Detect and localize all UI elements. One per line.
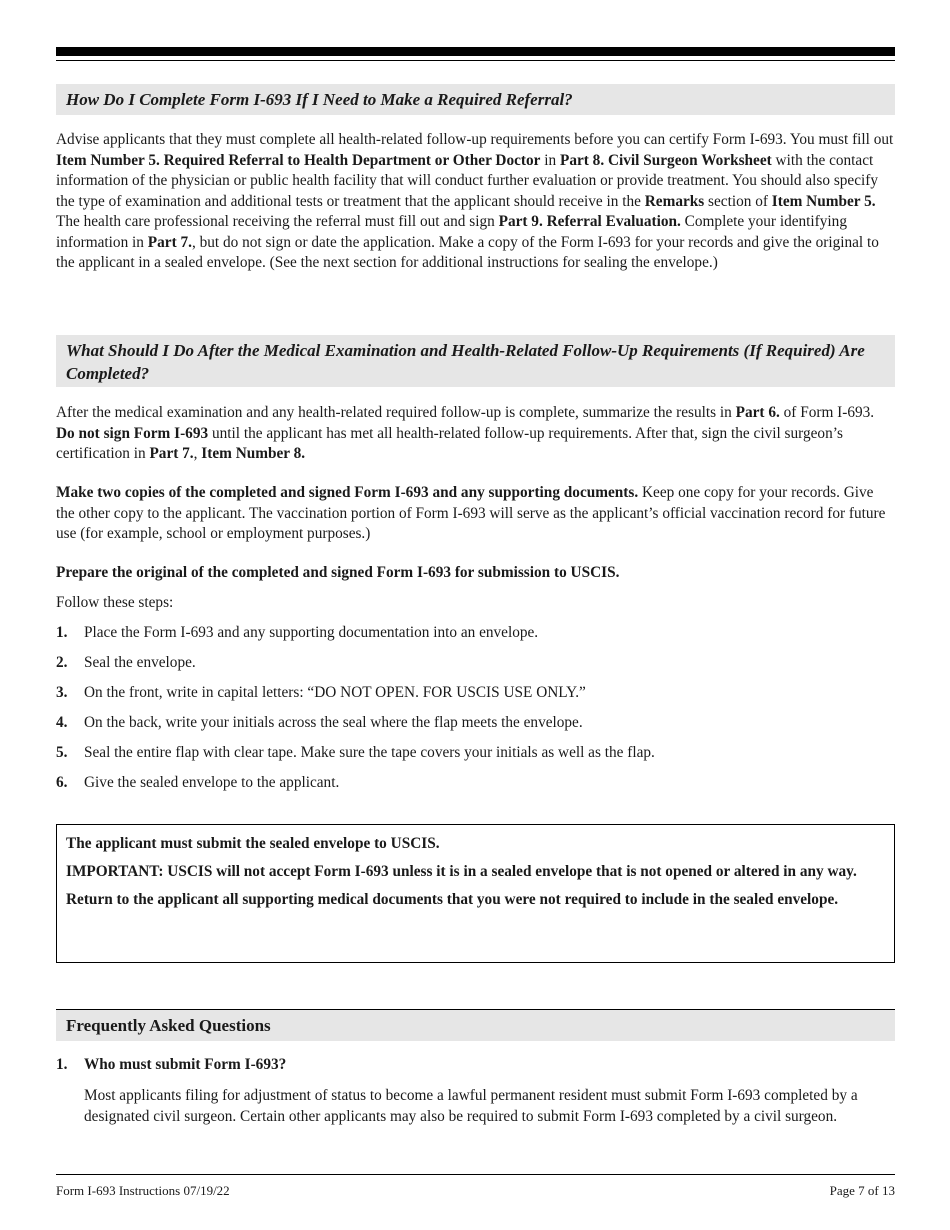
header-rule-thick (56, 47, 895, 56)
step-text: Seal the entire flap with clear tape. Make sure the tape covers your initials as well as the flap. (84, 744, 655, 761)
step-text: On the front, write in capital letters: “DO NOT OPEN. FOR USCIS USE ONLY.” (84, 684, 586, 701)
list-item (56, 713, 895, 733)
section-heading-after-exam: What Should I Do After the Medical Examination and Health-Related Follow-Up Requirements (If Required) Are Completed? (56, 335, 895, 387)
list-item (56, 683, 895, 703)
step-text: Give the sealed envelope to the applicant. (84, 774, 340, 791)
bold-text: Item Number 8. (201, 445, 306, 462)
bold-text: Item Number 5. Required Referral to Health Department or Other Doctor (56, 151, 541, 169)
bold-text: Part 8. Civil Surgeon Worksheet (559, 151, 772, 169)
after-exam-paragraph-1: After the medical examination and any health-related required follow-up is complete, summarize the results in Part 6. of Form I-693. Do not sign Form I-693 until the applicant has met all health-related follow-up requirements. After that, sign the civil surgeon’s certification in Part 7., Item Number 8. (56, 404, 875, 462)
steps-intro: Follow these steps: (56, 594, 174, 611)
faq-heading: Frequently Asked Questions (56, 1009, 895, 1041)
step-number: 4. (56, 714, 68, 731)
bold-text: Part 9. Referral Evaluation. (498, 213, 681, 230)
bold-text: Part 7. (149, 445, 194, 462)
after-exam-paragraph-3 (56, 563, 895, 584)
after-exam-paragraph-2: Make two copies of the completed and signed Form I-693 and any supporting documents. Keep one copy for your records. Give the other copy to the applicant. The vaccination portion of Form I-693 will serve as the applicant’s official vaccination record for future use (for example, school or employment purposes.) (56, 484, 886, 542)
step-number: 2. (56, 654, 68, 671)
notice-line-1: The applicant must submit the sealed envelope to USCIS. (66, 835, 440, 852)
list-item (56, 773, 895, 793)
notice-box (56, 824, 895, 963)
step-text: On the back, write your initials across the seal where the flap meets the envelope. (84, 714, 583, 731)
faq-question-text: Who must submit Form I-693? (84, 1056, 287, 1073)
bold-text: Remarks (644, 192, 705, 210)
step-text: Place the Form I-693 and any supporting documentation into an envelope. (84, 624, 539, 641)
step-number: 1. (56, 624, 68, 641)
step-number: 5. (56, 744, 68, 761)
notice-line-3: Return to the applicant all supporting medical documents that you were not required to include in the sealed envelope. (66, 891, 839, 908)
steps-list (56, 623, 895, 803)
faq-answer-1: Most applicants filing for adjustment of status to become a lawful permanent resident must submit Form I-693 completed by a designated civil surgeon. Certain other applicants may also be required to submit Form I-693 completed by a civil surgeon. (84, 1087, 858, 1125)
step-number: 3. (56, 684, 68, 701)
bold-text: Do not sign Form I-693 (56, 424, 209, 442)
bold-text: Part 7. (147, 233, 192, 251)
bold-text: Part 6. (735, 404, 780, 421)
page-number: Page 7 of 13 (829, 1183, 895, 1198)
step-text: Seal the envelope. (84, 654, 196, 671)
bold-text: Item Number 5. (771, 192, 876, 210)
notice-line-2: IMPORTANT: USCIS will not accept Form I-693 unless it is in a sealed envelope that is not opened or altered in any way. (66, 863, 857, 880)
list-item (56, 653, 895, 673)
faq-question-number: 1. (56, 1056, 68, 1073)
bold-text: Prepare the original of the completed and signed Form I-693 for submission to USCIS. (56, 564, 620, 581)
step-number: 6. (56, 774, 68, 791)
section-heading-referral: How Do I Complete Form I-693 If I Need to Make a Required Referral? (56, 84, 895, 115)
bold-text: Make two copies of the completed and signed Form I-693 and any supporting documents. (56, 484, 639, 501)
header-rule-thin (56, 60, 895, 61)
footer-form-id: Form I-693 Instructions 07/19/22 (56, 1183, 230, 1198)
list-item (56, 743, 895, 763)
footer-rule (56, 1174, 895, 1175)
list-item (56, 623, 895, 643)
referral-paragraph: Advise applicants that they must complete all health-related follow-up requirements before you can certify Form I-693. You must fill out Item Number 5. Required Referral to Health Department or Other Doctor in Part 8. Civil Surgeon Worksheet with the contact information of the physician or public health facility that will conduct further evaluation or provide treatment. You should also specify the type of examination and additional tests or treatment that the applicant should receive in the Remarks section of Item Number 5. The health care professional receiving the referral must fill out and sign Part 9. Referral Evaluation. Complete your identifying information in Part 7., but do not sign or date the application. Make a copy of the Form I-693 for your records and give the original to the applicant in a sealed envelope. (See the next section for additional instructions for sealing the envelope.) (56, 131, 894, 271)
faq-question-1 (56, 1055, 895, 1075)
